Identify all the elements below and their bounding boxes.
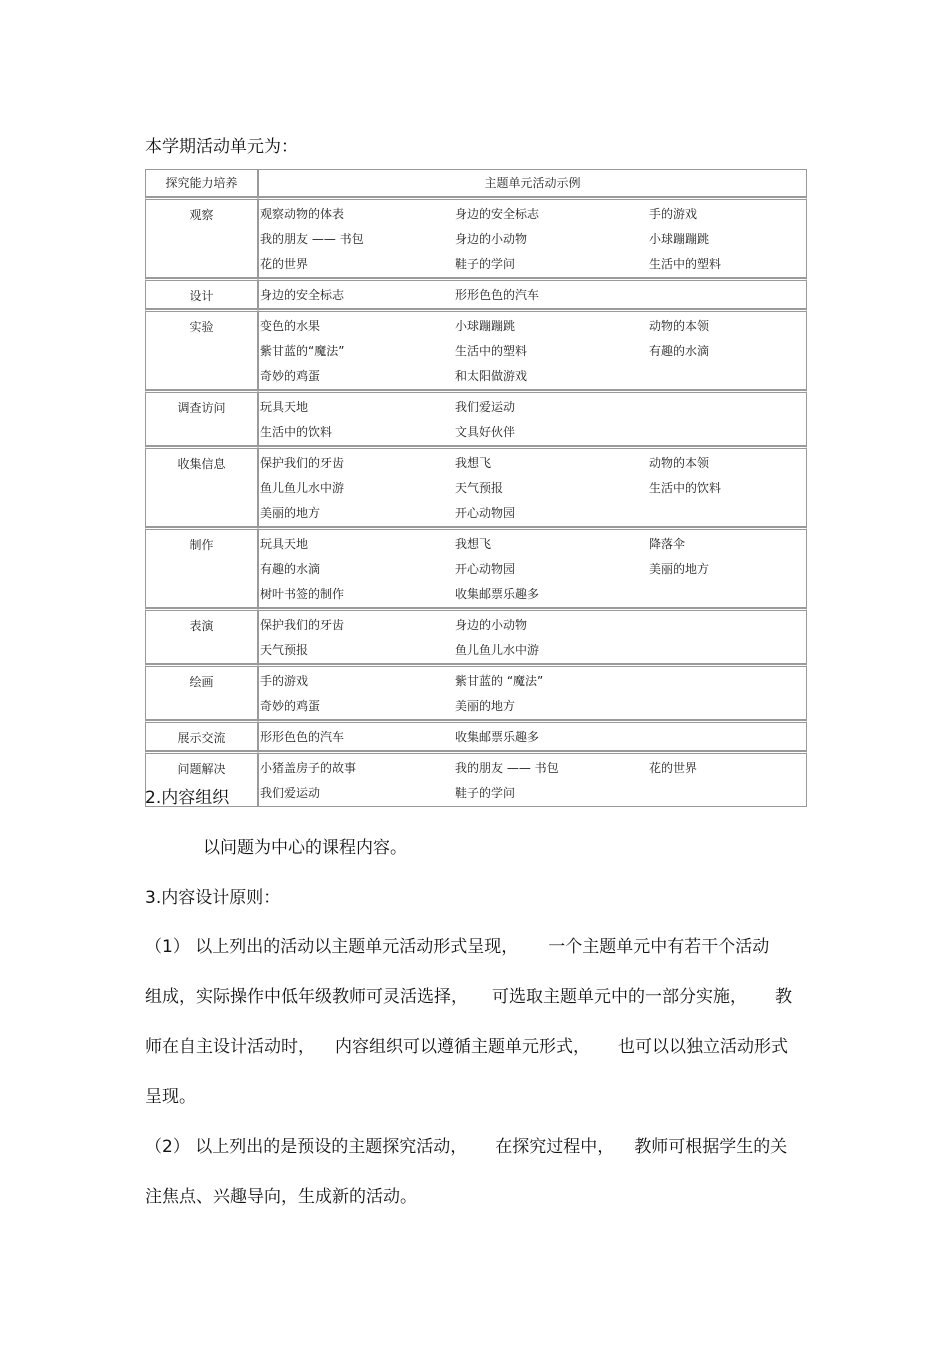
activity-item: 生活中的塑料 [649,257,722,271]
activity-item: 动物的本领 [649,319,710,333]
activity-list [258,751,807,807]
activity-item: 身边的安全标志 [260,288,345,302]
activity-item: 花的世界 [260,257,309,271]
ability-category: 问题解决 [145,751,258,807]
activity-item: 树叶书签的制作 [260,587,345,601]
ability-category: 制作 [145,527,258,608]
activity-item: 鱼儿鱼儿水中游 [455,643,540,657]
activity-item [649,582,806,607]
section2-body: 以问题为中心的课程内容。 [203,838,407,858]
activity-line [260,283,806,308]
activity-item: 有趣的水滴 [649,344,710,358]
activity-line [260,395,806,420]
activity-item: 天气预报 [260,643,309,657]
activity-table [145,169,807,807]
activity-line [260,669,806,694]
activity-line [260,420,806,445]
table-row [145,390,807,446]
activity-list [258,390,807,446]
activity-list [258,664,807,720]
activity-item [649,364,806,389]
p1-line1-b: 一个主题单元中有若干个活动 [548,937,770,957]
p1-line2 [145,985,792,1009]
table-row [145,720,807,751]
activity-item: 我想飞 [455,537,492,551]
ability-category: 设计 [145,278,258,309]
activity-list [258,608,807,664]
header-examples: 主题单元活动示例 [258,169,807,197]
ability-category: 表演 [145,608,258,664]
p2-line1 [145,1135,787,1159]
section2-title: 2.内容组织 [145,788,230,808]
activity-line [260,613,806,638]
activity-item [649,501,806,526]
table-row [145,664,807,720]
activity-item [649,725,806,750]
activity-line [260,532,806,557]
p2-line2: 注焦点、兴趣导向，生成新的活动。 [145,1187,417,1207]
p1-line2-a: 组成，实际操作中低年级教师可灵活选择， [145,987,468,1007]
p2-line1-c: 教师可根据学生的关 [634,1137,788,1157]
activity-list [258,309,807,390]
activity-line [260,501,806,526]
activity-item: 奇妙的鸡蛋 [260,369,321,383]
activity-item: 美丽的地方 [649,562,710,576]
activity-item: 小球蹦蹦跳 [455,319,516,333]
activity-line [260,694,806,719]
activity-item: 手的游戏 [260,674,309,688]
activity-item [649,420,806,445]
ability-category: 收集信息 [145,446,258,527]
activity-line [260,781,806,806]
activity-list [258,720,807,751]
activity-item [649,694,806,719]
activity-line [260,476,806,501]
activity-item: 收集邮票乐趣多 [455,730,540,744]
activity-item: 小球蹦蹦跳 [649,232,710,246]
activity-line [260,227,806,252]
activity-line [260,756,806,781]
activity-item: 鞋子的学问 [455,786,516,800]
activity-item: 我们爱运动 [260,786,321,800]
activity-item: 保护我们的牙齿 [260,618,345,632]
activity-item: 美丽的地方 [455,699,516,713]
ability-category: 实验 [145,309,258,390]
p1-line4: 呈现。 [145,1087,196,1107]
p1-line2-b: 可选取主题单元中的一部分实施， [492,987,747,1007]
p1-line1-a: （1） 以上列出的活动以主题单元活动形式呈现， [145,937,519,957]
p1-line1 [145,935,769,959]
table-header-row [145,169,807,197]
activity-item [649,781,806,806]
table-row [145,197,807,278]
activity-item: 鞋子的学问 [455,257,516,271]
activity-item: 文具好伙伴 [455,425,516,439]
activity-item: 观察动物的体表 [260,207,345,221]
ability-category: 调查访问 [145,390,258,446]
activity-line [260,557,806,582]
activity-line [260,364,806,389]
activity-line [260,339,806,364]
header-ability: 探究能力培养 [145,169,258,197]
activity-item: 保护我们的牙齿 [260,456,345,470]
activity-item: 我的朋友 —— 书包 [260,232,364,246]
table-row [145,278,807,309]
activity-item: 和太阳做游戏 [455,369,528,383]
p2-line1-b: 在探究过程中， [495,1137,615,1157]
activity-item: 身边的小动物 [455,618,528,632]
activity-item: 形形色色的汽车 [455,288,540,302]
activity-item: 我的朋友 —— 书包 [455,761,559,775]
activity-list [258,527,807,608]
activity-item: 美丽的地方 [260,506,321,520]
activity-item [649,613,806,638]
activity-item [649,395,806,420]
activity-list [258,197,807,278]
table-row [145,446,807,527]
activity-item: 花的世界 [649,761,698,775]
activity-line [260,314,806,339]
activity-line [260,451,806,476]
p1-line3-a: 师在自主设计活动时， [145,1037,315,1057]
activity-line [260,638,806,663]
activity-item: 开心动物园 [455,562,516,576]
activity-item: 天气预报 [455,481,504,495]
activity-line [260,582,806,607]
activity-item [649,669,806,694]
activity-item: 鱼儿鱼儿水中游 [260,481,345,495]
activity-item: 有趣的水滴 [260,562,321,576]
activity-item: 我们爱运动 [455,400,516,414]
activity-item: 我想飞 [455,456,492,470]
p1-line3-c: 也可以以独立活动形式 [618,1037,788,1057]
intro-text: 本学期活动单元为： [145,137,298,157]
activity-item: 紫甘蓝的“魔法” [260,344,345,358]
activity-item: 玩具天地 [260,537,309,551]
activity-item [649,283,806,308]
ability-category: 绘画 [145,664,258,720]
activity-item: 奇妙的鸡蛋 [260,699,321,713]
activity-item: 降落伞 [649,537,686,551]
activity-item [649,638,806,663]
table-row [145,751,807,807]
ability-category: 观察 [145,197,258,278]
activity-item: 玩具天地 [260,400,309,414]
table-row [145,608,807,664]
activity-item: 紫甘蓝的 “魔法” [455,674,544,688]
activity-line [260,252,806,277]
activity-list [258,446,807,527]
activity-item: 身边的安全标志 [455,207,540,221]
p1-line3 [145,1035,788,1059]
activity-item: 生活中的饮料 [649,481,722,495]
activity-item: 开心动物园 [455,506,516,520]
activity-list [258,278,807,309]
section3-title: 3.内容设计原则： [145,888,281,908]
activity-item: 变色的水果 [260,319,321,333]
activity-line [260,725,806,750]
activity-item: 动物的本领 [649,456,710,470]
table-row [145,309,807,390]
p2-line1-a: （2） 以上列出的是预设的主题探究活动， [145,1137,468,1157]
activity-line [260,202,806,227]
activity-item: 形形色色的汽车 [260,730,345,744]
activity-item: 生活中的塑料 [455,344,528,358]
activity-item: 生活中的饮料 [260,425,333,439]
p1-line2-c: 教 [775,987,792,1007]
ability-category: 展示交流 [145,720,258,751]
activity-item: 手的游戏 [649,207,698,221]
activity-item: 小猪盖房子的故事 [260,761,357,775]
activity-item: 身边的小动物 [455,232,528,246]
p1-line3-b: 内容组织可以遵循主题单元形式， [335,1037,590,1057]
table-row [145,527,807,608]
activity-item: 收集邮票乐趣多 [455,587,540,601]
